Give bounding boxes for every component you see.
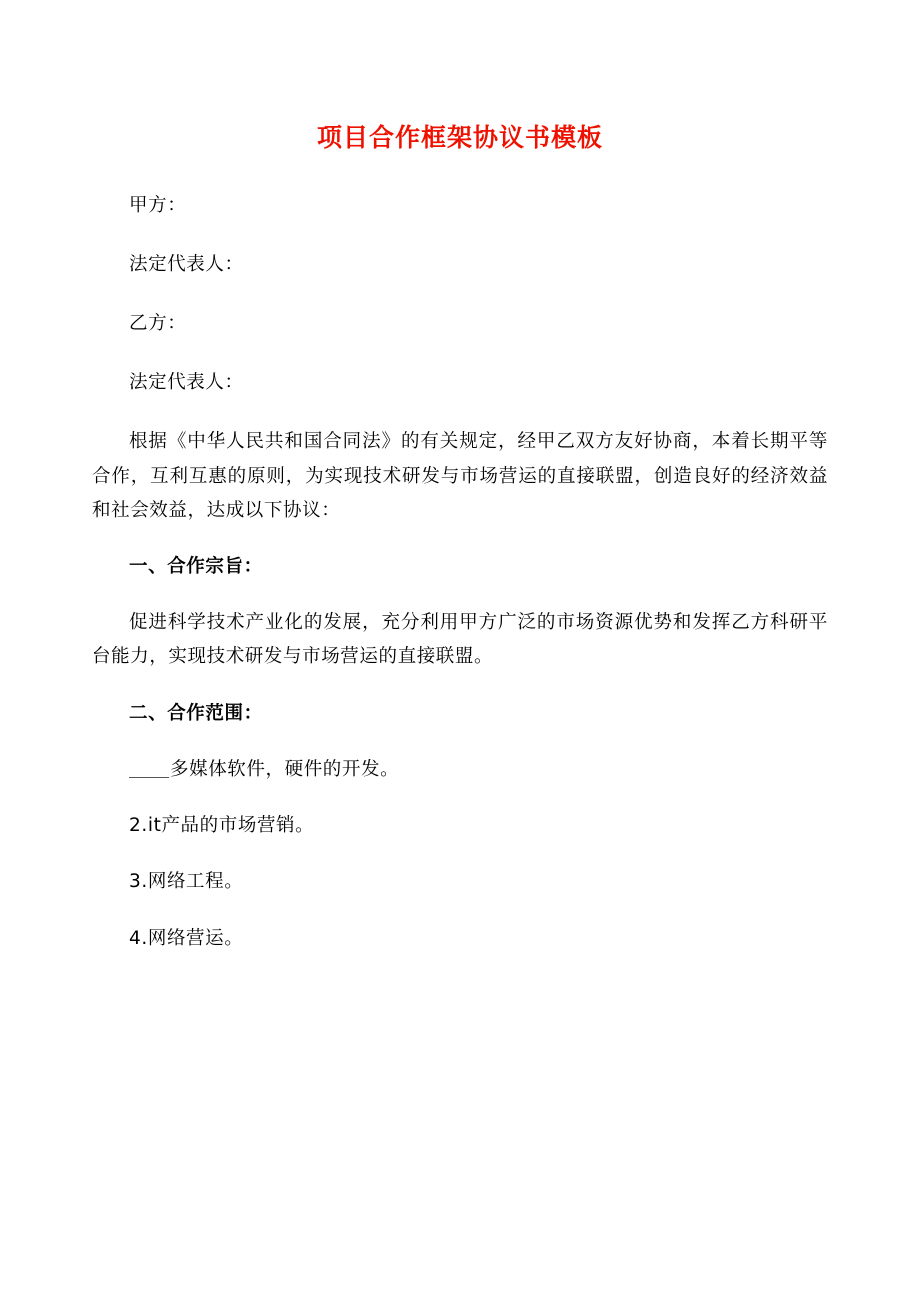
page-title: 项目合作框架协议书模板	[316, 123, 603, 152]
field-legal-rep-a: 法定代表人：	[129, 253, 244, 275]
field-party-a: 甲方：	[129, 194, 187, 216]
section-body-1: 促进科学技术产业化的发展，充分利用甲方广泛的市场资源优势和发挥乙方科研平台能力，实现技术研发与市场营运的直接联盟。	[92, 612, 828, 668]
section-heading-1: 一、合作宗旨：	[129, 556, 263, 578]
list-item: 4.网络营运。	[129, 927, 244, 949]
fill-in-blank	[129, 777, 169, 778]
list-item	[92, 753, 828, 787]
list-item: 3.网络工程。	[129, 871, 244, 893]
section-heading-2: 二、合作范围：	[129, 702, 263, 724]
preamble-paragraph: 根据《中华人民共和国合同法》的有关规定，经甲乙双方友好协商，本着长期平等合作，互利互惠的原则，为实现技术研发与市场营运的直接联盟，创造良好的经济效益和社会效益，达成以下协议：	[92, 431, 828, 521]
field-legal-rep-b: 法定代表人：	[129, 372, 244, 394]
list-item: 2.it产品的市场营销。	[129, 815, 315, 837]
list-item-label: 多媒体软件，硬件的开发。	[170, 758, 400, 780]
field-party-b: 乙方：	[129, 312, 187, 334]
